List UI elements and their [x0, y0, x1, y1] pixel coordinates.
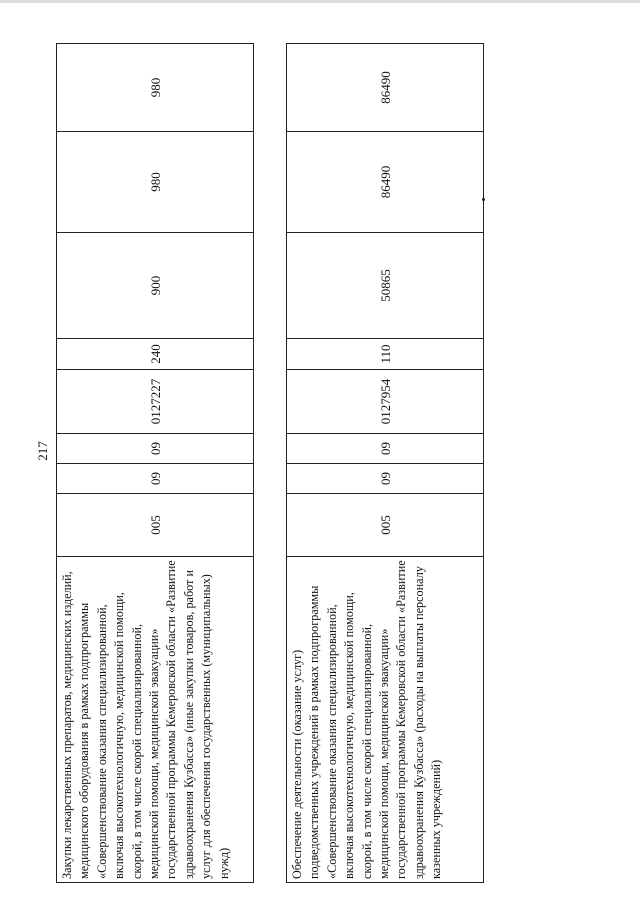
budget-table-rotated [56, 44, 483, 883]
section-code: 09 [57, 464, 254, 494]
table-row [57, 44, 254, 883]
subsection-code: 09 [57, 434, 254, 464]
amount-year-2: 980 [57, 132, 254, 233]
amount-year-2: 86490 [287, 132, 484, 233]
page-top-edge [0, 0, 640, 3]
expense-type-code: 110 [287, 339, 484, 370]
amount-year-1: 900 [57, 233, 254, 339]
section-code: 09 [287, 464, 484, 494]
target-article-code: 0127954 [287, 370, 484, 434]
row-description: Обеспечение деятельности (оказание услуг) подведомственных учреждений в рамках подпрограммы «Совершенствование оказания специализированной, включая высокотехнологичную, медицинской помощи, скорой, в том числе скорой специализированной, медицинской помощи, медицинской эвакуации» государственной программы Кемеровской области «Развитие здравоохранения Кузбасса» (расходы на выплаты персоналу казенных учреждений) [287, 557, 484, 883]
ministry-code: 005 [57, 494, 254, 557]
row-description: Закупки лекарственных препаратов, медицинских изделий, медицинского оборудования в рамках подпрограммы «Совершенствование оказания специализированной, включая высокотехнологичную, медицинской помощи, скорой, в том числе скорой специализированной, медицинской помощи, медицинской эвакуации» государственной программы Кемеровской области «Развитие здравоохранения Кузбасса» (иные закупки товаров, работ и услуг для обеспечения государственных (муниципальных) нужд) [57, 557, 254, 883]
amount-year-3: 86490 [287, 44, 484, 132]
expense-type-code: 240 [57, 339, 254, 370]
budget-table [56, 43, 484, 883]
subsection-code: 09 [287, 434, 484, 464]
table-row [287, 44, 484, 883]
row-separator [254, 44, 287, 883]
target-article-code: 0127227 [57, 370, 254, 434]
page-number: 217 [35, 441, 50, 461]
ministry-code: 005 [287, 494, 484, 557]
amount-year-1: 50865 [287, 233, 484, 339]
amount-year-3: 980 [57, 44, 254, 132]
